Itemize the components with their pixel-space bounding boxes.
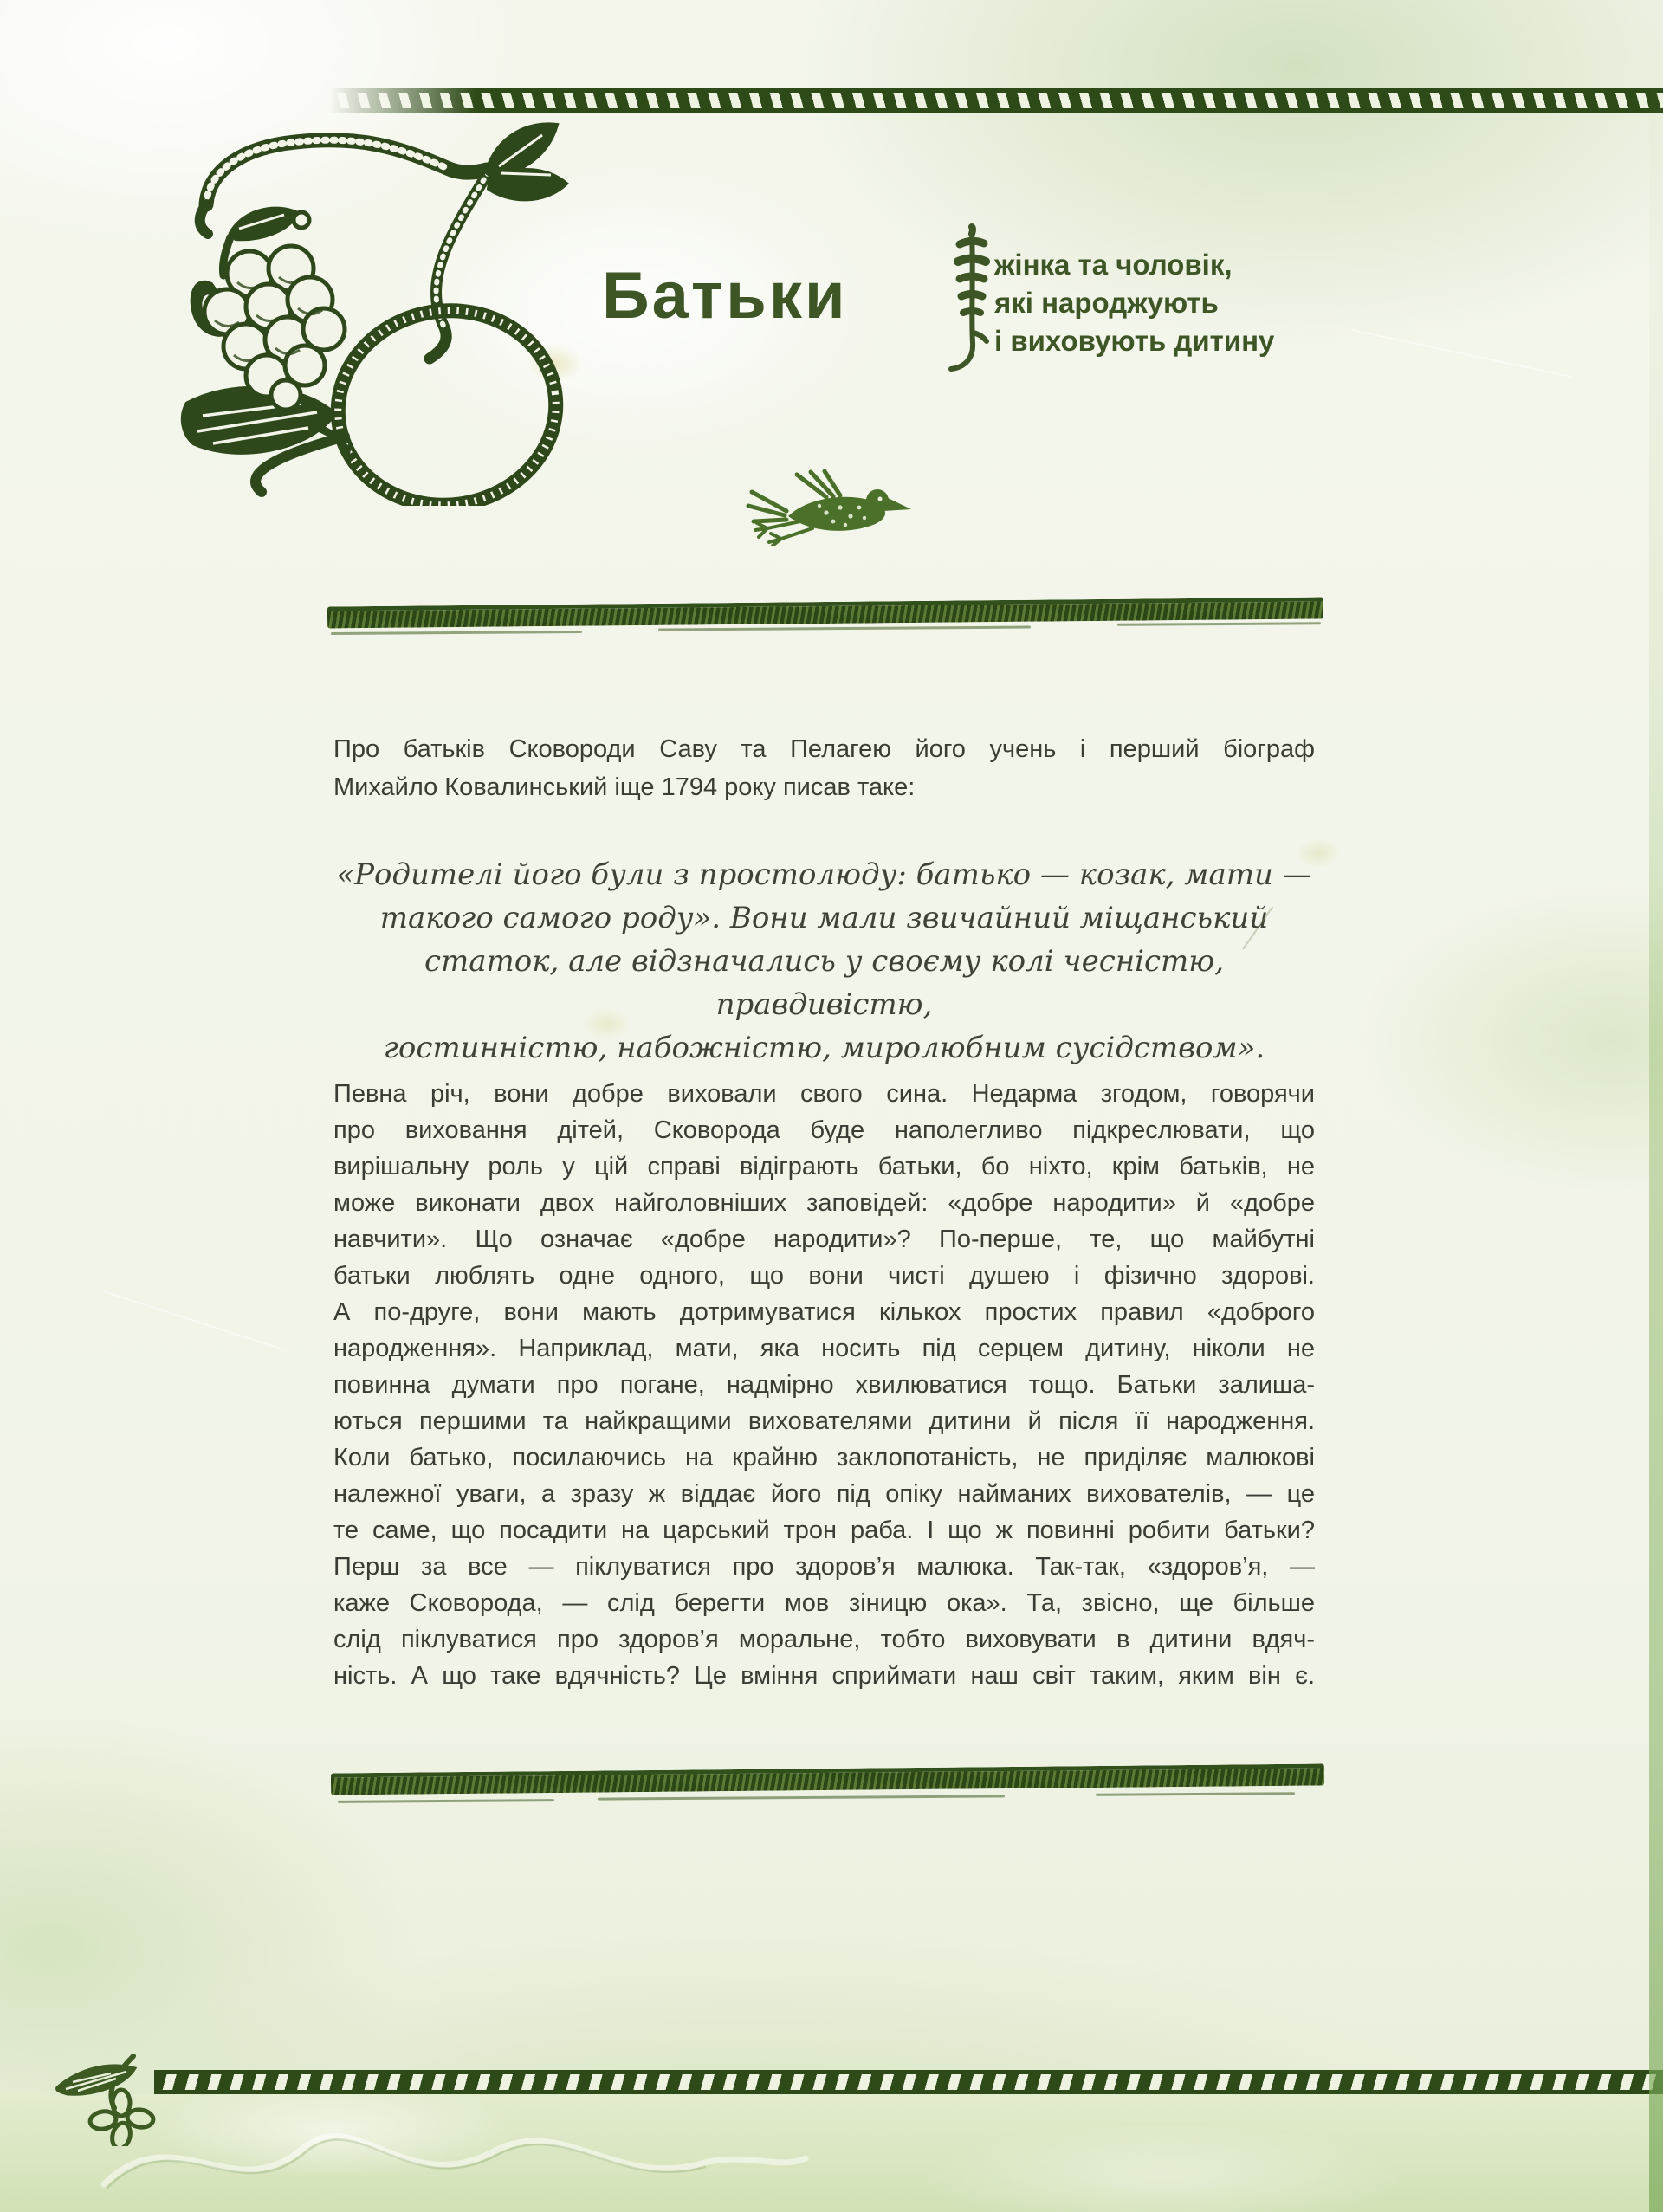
text-line: народження». Наприклад, мати, яка носить під серцем дитину, ніколи не [333, 1335, 1315, 1362]
paper-scratch [104, 1290, 286, 1351]
bird-illustration [743, 468, 916, 546]
footer-band [0, 2094, 1663, 2212]
text-line: повинна думати про погане, надмірно хвилюватися тощо. Батьки залиша- [333, 1371, 1315, 1399]
quote-block [333, 853, 1315, 1070]
definition-text [994, 246, 1367, 360]
section-divider-bottom [331, 1763, 1324, 1795]
text-line: статок, але відзначались у своєму колі чесністю, правдивістю, [424, 944, 1225, 1022]
page-edge-shading [1649, 0, 1663, 2212]
text-line: «Родителі його були з простолюду: батько — козак, мати — [336, 857, 1312, 892]
text-line: ність. А що таке вдячність? Це вміння сприймати наш світ таким, яким він є. [333, 1662, 1315, 1690]
body-paragraph [333, 1076, 1315, 1694]
text-line: які народжують [994, 287, 1219, 319]
text-line: навчити». Що означає «добре народити»? По-перше, те, що майбутні [333, 1226, 1315, 1253]
hop-cone [192, 209, 345, 410]
divider-sketch-line [338, 1799, 554, 1803]
text-line: Перш за все — піклуватися про здоров’я малюка. Так-так, «здоров’я, — [333, 1553, 1315, 1581]
text-line: і виховують дитину [994, 325, 1275, 357]
text-line: жінка та чоловік, [994, 249, 1233, 281]
text-line: гостинністю, набожністю, миролюбним сусідством». [383, 1031, 1265, 1065]
text-line: каже Сковорода, — слід берегти мов зіницю ока». Та, звісно, ще більше [333, 1589, 1315, 1617]
divider-sketch-line [1096, 1792, 1295, 1796]
text-line: те саме, що посадити на царський трон раба. І що ж повинні робити батьки? [333, 1517, 1315, 1544]
text-line: належної уваги, а зразу ж віддає його під опіку найманих вихователів, — це [333, 1480, 1315, 1508]
text-line: Коли батько, посилаючись на крайню заклопотаність, не приділяє малюкові [333, 1444, 1315, 1471]
text-line: вирішальну роль у цій справі відіграють батьки, бо ніхто, крім батьків, не [333, 1153, 1315, 1180]
leaf-flower-ornament [49, 2049, 171, 2146]
text-line: слід піклуватися про здоров’я моральне, тобто виховувати в дитини вдяч- [333, 1626, 1315, 1653]
watermark-swirl [78, 2098, 823, 2210]
divider-sketch-line [1117, 622, 1321, 626]
plant-divider-icon [941, 223, 994, 372]
text-line: батьки люблять одне одного, що вони чисті душею і фізично здорові. [333, 1262, 1315, 1290]
paper-scratch [1351, 329, 1572, 378]
text-line: Певна річ, вони добре виховали свого сина. Недарма згодом, говорячи [333, 1080, 1315, 1108]
divider-sketch-line [658, 625, 1031, 631]
text-line: може виконати двох найголовніших заповідей: «добре народити» й «добре [333, 1189, 1315, 1217]
text-line: такого самого роду». Вони мали звичайний міщанський [379, 901, 1269, 935]
divider-sketch-line [331, 631, 582, 635]
text-line: ються першими та найкращими вихователями дитини й після її народження. [333, 1407, 1315, 1435]
intro-paragraph [333, 730, 1315, 806]
text-line: Михайло Ковалинський іще 1794 року писав таке: [333, 773, 916, 801]
initial-letter-illustration [100, 90, 590, 506]
text-line: про виховання дітей, Сковорода буде наполегливо підкреслювати, що [333, 1116, 1315, 1144]
divider-sketch-line [598, 1795, 1005, 1800]
bottom-rope-border [154, 2070, 1663, 2094]
page-title: Батьки [602, 259, 848, 333]
text-line: А по-друге, вони мають дотримуватися кількох простих правил «доброго [333, 1298, 1315, 1326]
text-line: Про батьків Сковороди Саву та Пелагею його учень і перший біограф [333, 735, 1315, 763]
top-right-leaves [486, 124, 566, 199]
